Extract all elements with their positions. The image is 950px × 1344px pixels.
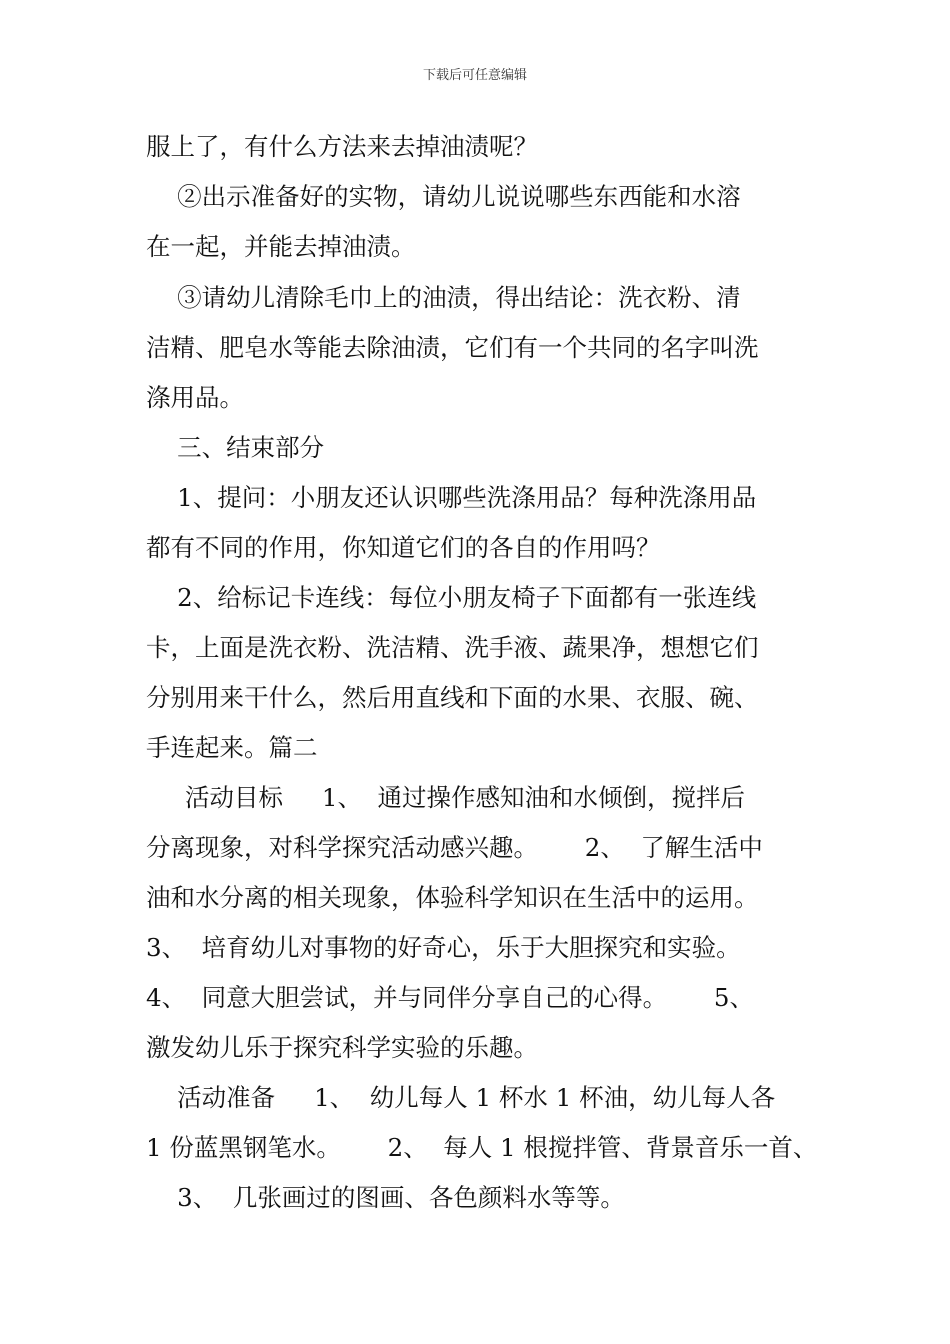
text-line: 卡，上面是洗衣粉、洗洁精、洗手液、蔬果净，想想它们	[146, 633, 759, 662]
text-line: 1 份蓝黑钢笔水。 2、 每人 1 根搅拌管、背景音乐一首、	[146, 1133, 818, 1162]
text-line: 分离现象，对科学探究活动感兴趣。 2、 了解生活中	[146, 833, 763, 862]
text-line: 洁精、肥皂水等能去除油渍，它们有一个共同的名字叫洗	[146, 333, 759, 362]
section-heading: 三、结束部分	[146, 433, 325, 462]
text-line: ②出示准备好的实物，请幼儿说说哪些东西能和水溶	[146, 182, 741, 211]
text-line: 在一起，并能去掉油渍。	[146, 232, 416, 261]
text-line: 激发幼儿乐于探究科学实验的乐趣。	[146, 1033, 538, 1062]
text-line: ③请幼儿清除毛巾上的油渍，得出结论：洗衣粉、清	[146, 283, 741, 312]
text-line: 服上了，有什么方法来去掉油渍呢？	[146, 132, 538, 161]
text-line: 1、提问：小朋友还认识哪些洗涤用品？每种洗涤用品	[146, 483, 757, 512]
text-line: 手连起来。篇二	[146, 733, 318, 762]
text-line: 活动目标 1、 通过操作感知油和水倾倒，搅拌后	[146, 783, 746, 812]
page-header: 下载后可任意编辑	[422, 68, 527, 83]
text-line: 3、 培育幼儿对事物的好奇心，乐于大胆探究和实验。	[146, 933, 741, 962]
text-line: 分别用来干什么，然后用直线和下面的水果、衣服、碗、	[146, 683, 759, 712]
text-line: 2、给标记卡连线：每位小朋友椅子下面都有一张连线	[146, 583, 757, 612]
text-line: 都有不同的作用，你知道它们的各自的作用吗？	[146, 533, 661, 562]
text-line: 4、 同意大胆尝试，并与同伴分享自己的心得。 5、	[146, 983, 754, 1012]
text-line: 活动准备 1、 幼儿每人 1 杯水 1 杯油，幼儿每人各	[146, 1083, 776, 1112]
text-line: 油和水分离的相关现象，体验科学知识在生活中的运用。	[146, 883, 759, 912]
text-line: 3、 几张画过的图画、各色颜料水等等。	[146, 1183, 625, 1212]
text-line: 涤用品。	[146, 383, 244, 412]
